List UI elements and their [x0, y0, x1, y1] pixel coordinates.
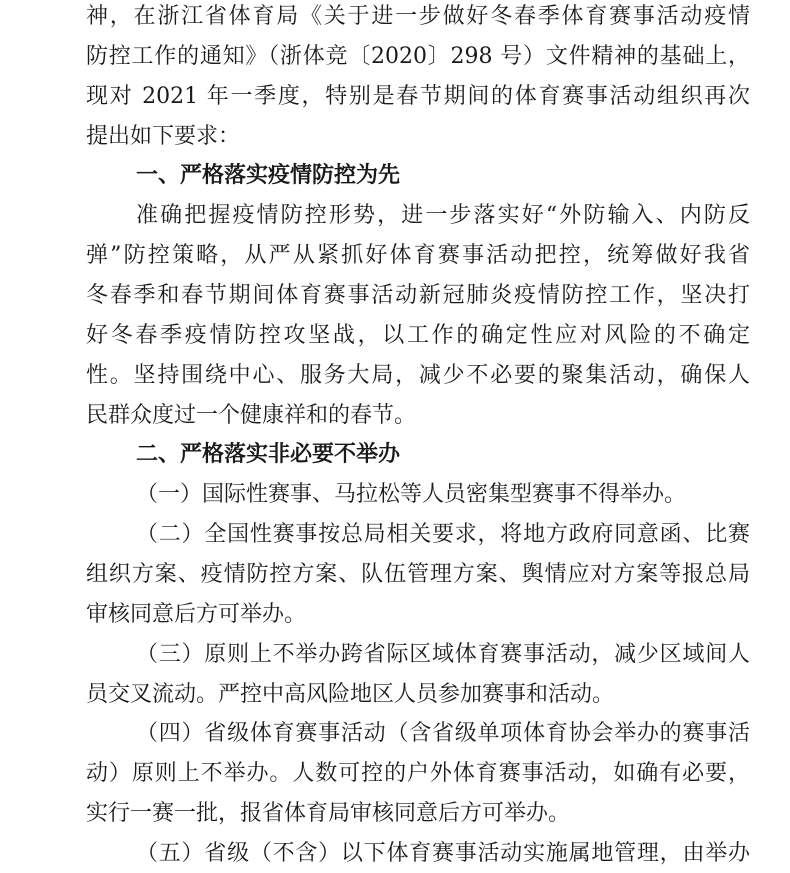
list-item: （一）国际性赛事、马拉松等人员密集型赛事不得举办。: [136, 482, 687, 507]
intro-line: 神，在浙江省体育局《关于进一步做好冬春季体育赛事活动疫情: [86, 4, 750, 29]
list-item-line: 组织方案、疫情防控方案、队伍管理方案、舆情应对方案等报总局: [86, 562, 750, 587]
paragraph-line: 性。坚持围绕中心、服务大局，减少不必要的聚集活动，确保人: [86, 363, 750, 388]
list-item: （二）全国性赛事按总局相关要求，将地方政府同意函、比赛: [136, 522, 750, 547]
section-heading: 二、严格落实非必要不举办: [136, 442, 401, 467]
list-item-line: 实行一赛一批，报省体育局审核同意后方可举办。: [86, 801, 571, 826]
list-item: （三）原则上不举办跨省际区域体育赛事活动，减少区域间人: [136, 642, 750, 667]
list-item: （四）省级体育赛事活动（含省级单项体育协会举办的赛事活: [136, 721, 750, 746]
intro-line: 现对 2021 年一季度，特别是春节期间的体育赛事活动组织再次: [86, 84, 750, 109]
paragraph-line: 民群众度过一个健康祥和的春节。: [86, 403, 417, 428]
paragraph-line: 好冬春季疫情防控攻坚战，以工作的确定性应对风险的不确定: [86, 323, 750, 348]
paragraph-line: 冬春季和春节期间体育赛事活动新冠肺炎疫情防控工作，坚决打: [86, 283, 750, 308]
list-item-line: 动）原则上不举办。人数可控的户外体育赛事活动，如确有必要，: [86, 761, 750, 786]
intro-line: 提出如下要求：: [86, 124, 241, 149]
list-item-line: 审核同意后方可举办。: [86, 602, 307, 627]
list-item-line: 员交叉流动。严控中高风险地区人员参加赛事和活动。: [86, 682, 615, 707]
intro-line: 防控工作的通知》（浙体竞〔2020〕298 号）文件精神的基础上，: [86, 44, 750, 69]
paragraph-line: 准确把握疫情防控形势，进一步落实好“外防输入、内防反: [136, 203, 750, 228]
list-item: （五）省级（不含）以下体育赛事活动实施属地管理，由举办: [136, 841, 750, 866]
section-heading: 一、严格落实疫情防控为先: [136, 163, 401, 188]
paragraph-line: 弹”防控策略，从严从紧抓好体育赛事活动把控，统筹做好我省: [86, 243, 750, 268]
